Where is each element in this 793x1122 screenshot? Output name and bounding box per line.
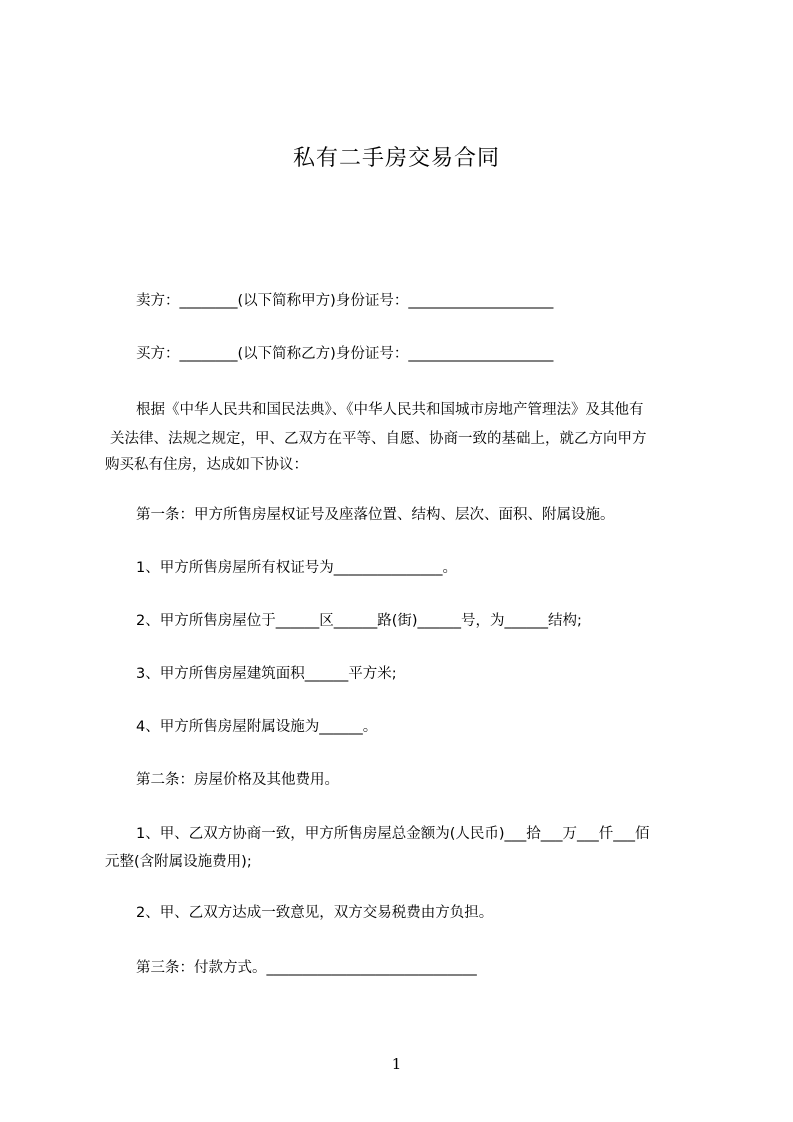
page-number: 1 (391, 1055, 402, 1073)
article1-item-2: 2、甲方所售房屋位于______区______路(街)______号，为______结构; (136, 613, 582, 629)
article2-heading: 第二条：房屋价格及其他费用。 (136, 772, 339, 788)
article1-item-4: 4、甲方所售房屋附属设施为______。 (136, 719, 378, 735)
preamble-line-1: 根据《中华人民共和国民法典》、《中华人民共和国城市房地产管理法》及其他有 (136, 402, 644, 418)
preamble-line-2: 关法律、法规之规定，甲、乙双方在平等、自愿、协商一致的基础上，就乙方向甲方 (110, 431, 647, 447)
article3-heading: 第三条：付款方式。_____________________________ (136, 960, 477, 976)
article1-heading: 第一条：甲方所售房屋权证号及座落位置、结构、层次、面积、附属设施。 (136, 507, 615, 523)
article1-item-3: 3、甲方所售房屋建筑面积______平方米; (136, 666, 397, 682)
article1-item-1: 1、甲方所售房屋所有权证号为_______________。 (136, 560, 457, 576)
preamble-line-3: 购买私有住房，达成如下协议： (105, 457, 308, 473)
article2-item1-line1: 1、甲、乙双方协商一致，甲方所售房屋总金额为(人民币)___拾___万___仟___佰 (136, 826, 650, 842)
article2-item1-line2: 元整(含附属设施费用); (105, 854, 252, 870)
seller-line: 卖方：________(以下简称甲方)身份证号：____________________ (136, 293, 554, 309)
article2-item-2: 2、甲、乙双方达成一致意见，双方交易税费由方负担。 (136, 905, 494, 921)
buyer-line: 买方：________(以下简称乙方)身份证号：____________________ (136, 346, 554, 362)
document-title: 私有二手房交易合同 (292, 146, 500, 171)
